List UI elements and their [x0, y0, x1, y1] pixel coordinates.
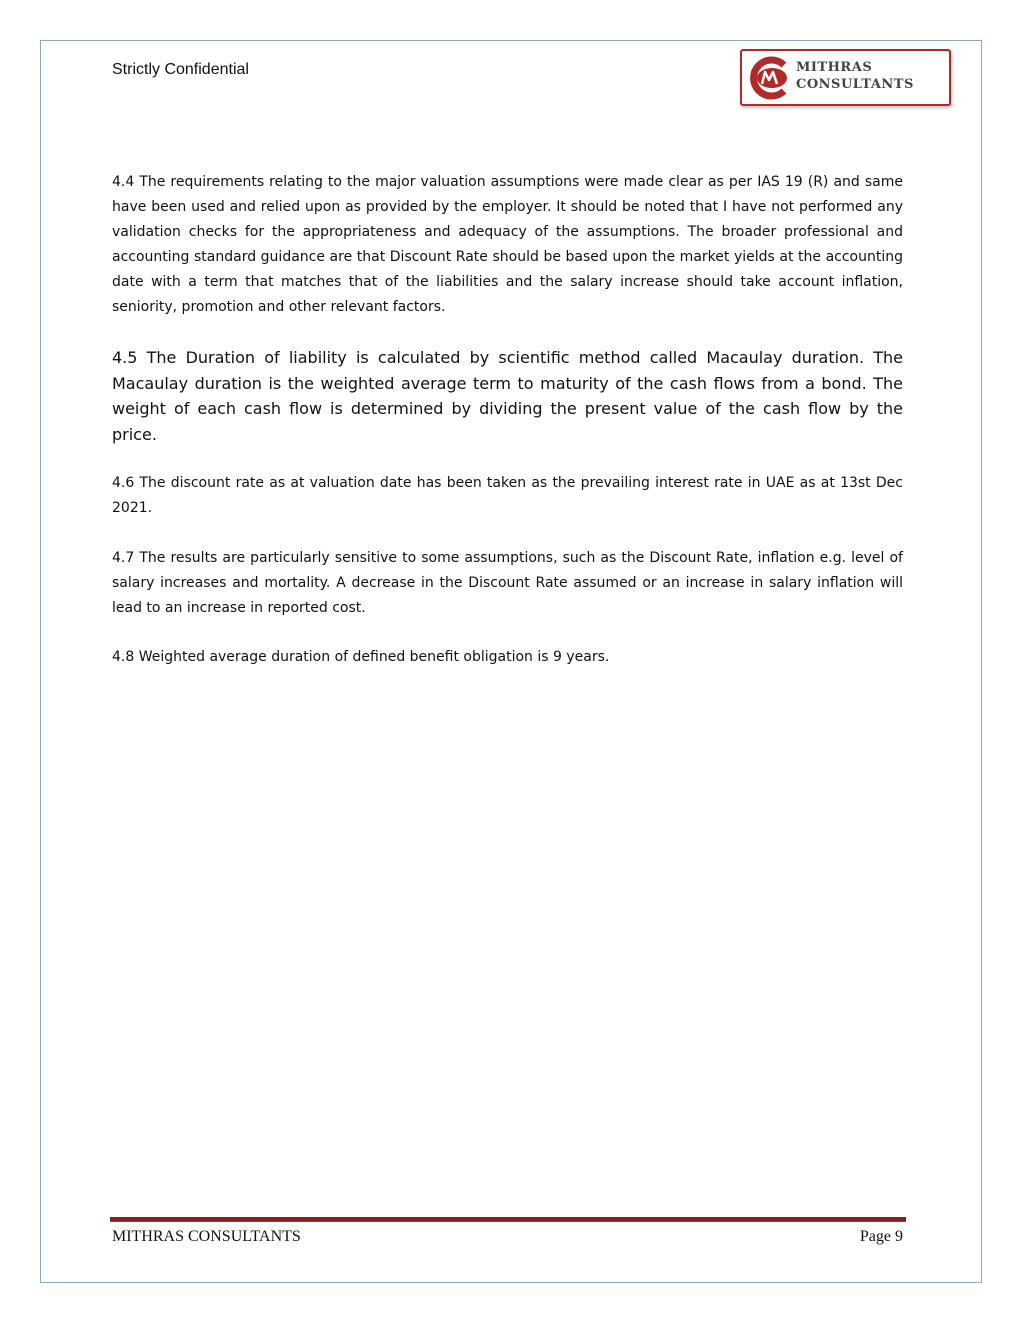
paragraph-4-5: 4.5 The Duration of liability is calculated by scientific method called Macaulay duration. The Macaulay duration is the weighted average term to maturity of the cash flows from a bond. The weight of each cash flow is determined by dividing the present value of the cash flow by the price. [112, 348, 903, 444]
paragraph-4-6: 4.6 The discount rate as at valuation date has been taken as the prevailing interest rate in UAE as at 13st Dec 2021. [112, 475, 903, 516]
cm-logo-icon [746, 55, 792, 101]
document-body [112, 170, 903, 670]
paragraph-4-7: 4.7 The results are particularly sensitive to some assumptions, such as the Discount Rate, inflation e.g. level of salary increases and mortality. A decrease in the Discount Rate assumed or an increase in salary inflation will lead to an increase in reported cost. [112, 550, 903, 616]
footer-rule [110, 1217, 906, 1222]
company-logo [740, 49, 951, 106]
logo-line-2: CONSULTANTS [796, 77, 914, 92]
logo-line-1: MITHRAS [796, 60, 873, 75]
paragraph-4-8: 4.8 Weighted average duration of defined benefit obligation is 9 years. [112, 649, 610, 665]
footer-page-number: Page 9 [859, 1228, 903, 1245]
paragraph-4-4: 4.4 The requirements relating to the major valuation assumptions were made clear as per IAS 19 (R) and same have been used and relied upon as provided by the employer. It should be noted that I have not performed any validation checks for the appropriateness and adequacy of the assumptions. The broader professional and accounting standard guidance are that Discount Rate should be based upon the market yields at the accounting date with a term that matches that of the liabilities and the salary increase should take account inflation, seniority, promotion and other relevant factors. [112, 174, 903, 315]
logo-wordmark [796, 59, 914, 93]
confidentiality-label: Strictly Confidential [112, 61, 249, 78]
footer-company: MITHRAS CONSULTANTS [112, 1228, 301, 1245]
